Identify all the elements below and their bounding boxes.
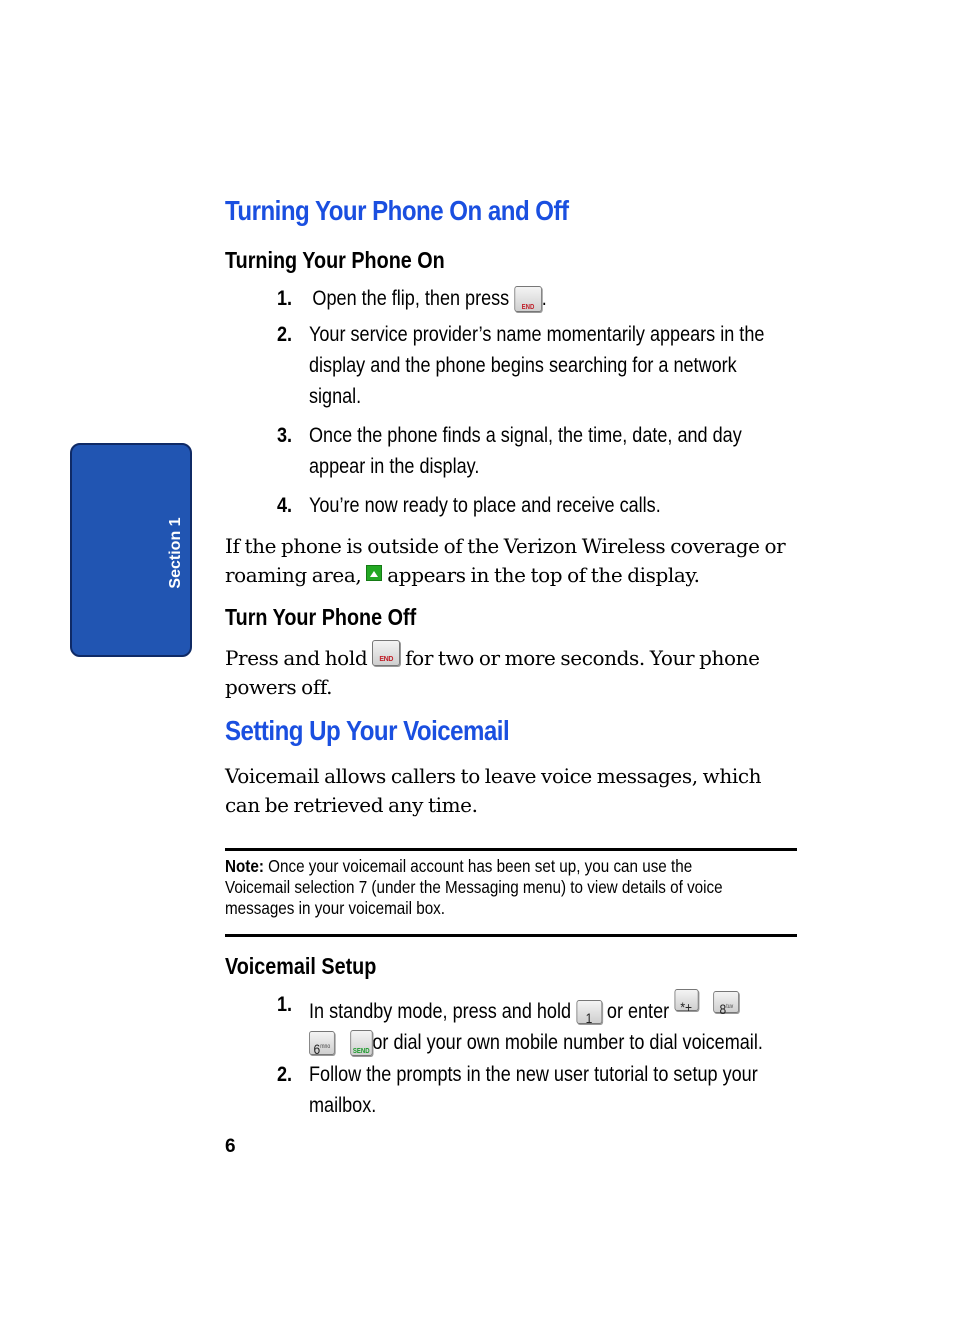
subheading-turning-phone-on: Turning Your Phone On [225, 247, 445, 273]
key-star-icon: *+ [674, 989, 698, 1011]
step-3-text: Once the phone finds a signal, the time, date, and day appear in the display. [309, 424, 742, 478]
note-label: Note: [225, 856, 264, 876]
step-number: 2. [277, 1063, 293, 1086]
end-key-icon: END [372, 640, 400, 666]
step-number: 1. [277, 287, 293, 310]
step-1: 1. Open the flip, then press END . [277, 287, 547, 312]
end-key-icon: END [514, 286, 542, 312]
setup-step-1 [277, 989, 292, 1020]
voicemail-intro: Voicemail allows callers to leave voice messages, which can be retrieved any time. [225, 764, 762, 817]
step-number: 2. [277, 323, 293, 346]
note-box: Note: Once your voicemail account has been set up, you can use the Voicemail selection 7 (under the Messaging menu) to view details of voice messages in your voicemail box. [225, 856, 723, 918]
step-number: 3. [277, 424, 293, 447]
section-tab-label: Section 1 [167, 517, 184, 589]
step-3 [277, 420, 292, 451]
key-1-voicemail-icon: 1 [576, 1000, 602, 1024]
step-number: 4. [277, 494, 293, 517]
subheading-voicemail-setup: Voicemail Setup [225, 953, 377, 979]
turn-off-paragraph: Press and hold END for two or more seconds. Your phone powers off. [225, 640, 805, 702]
setup-step-2-text: Follow the prompts in the new user tutorial to setup your mailbox. [309, 1063, 758, 1117]
note-top-rule [225, 848, 797, 851]
step-number: 1. [277, 993, 293, 1016]
subheading-turn-phone-off: Turn Your Phone Off [225, 604, 417, 630]
step-2-text: Your service provider’s name momentarily appears in the display and the phone begins searching for a network signal. [309, 323, 765, 408]
step-4-text: You’re now ready to place and receive calls. [309, 494, 661, 517]
roaming-icon [366, 565, 382, 581]
note-bottom-rule [225, 934, 797, 937]
step-4 [277, 490, 292, 521]
step-text: Open the flip, then press [312, 287, 510, 310]
heading-turning-phone-on-off: Turning Your Phone On and Off [225, 195, 569, 226]
heading-setting-up-voicemail: Setting Up Your Voicemail [225, 715, 510, 746]
page-number: 6 [225, 1136, 236, 1157]
key-6-icon: $6^{mno}$ [309, 1031, 335, 1055]
setup-step-2 [277, 1059, 292, 1090]
roaming-paragraph: If the phone is outside of the Verizon Wireless coverage or roaming area, appears in the top of the display. [225, 534, 786, 587]
key-8-icon: $8^{tuv}$ [713, 991, 739, 1013]
send-key-icon: SEND [350, 1030, 372, 1056]
setup-step-1-text: In standby mode, press and hold 1 or enter *+ $8^{tuv}$ $6^{mno}$ SEND or dial your own mobile number to dial voicemail. [309, 989, 877, 1058]
